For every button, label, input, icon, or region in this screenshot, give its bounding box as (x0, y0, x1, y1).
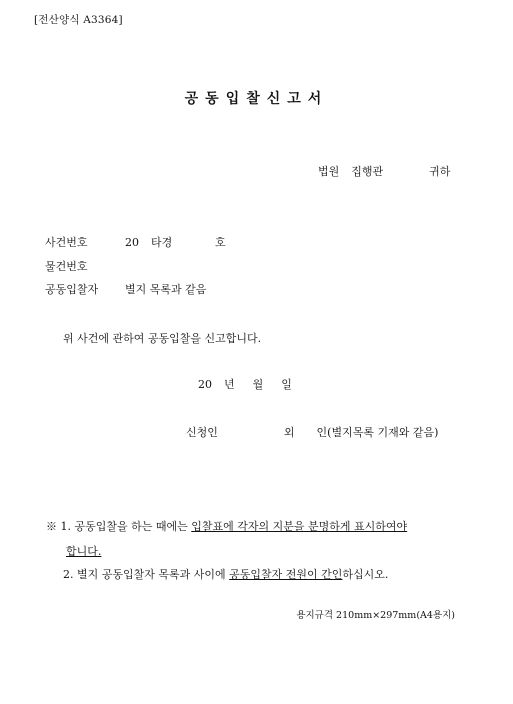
court-label: 법원 (318, 165, 340, 178)
item-number-label: 물건번호 (45, 260, 88, 273)
joint-bidders-value: 별지 목록과 같음 (125, 283, 207, 296)
applicant-line (186, 424, 438, 440)
joint-bidders-label: 공동입찰자 (45, 283, 99, 296)
note-2-number: 2. (63, 568, 74, 581)
case-suffix: 호 (215, 236, 226, 249)
page-title: 공동입찰신고서 (184, 91, 329, 107)
note-mark: ※ (46, 520, 57, 533)
paper-size-note: 용지규격 210mm×297mm(A4용지) (296, 610, 455, 621)
date-year-prefix: 20 (198, 378, 212, 391)
note-1 (46, 518, 407, 534)
applicant-suffix: 인(별지목록 기재와 같음) (316, 426, 439, 439)
declaration-text: 위 사건에 관하여 공동입찰을 신고합니다. (63, 332, 262, 345)
note-1-text-underlined: 입찰표에 각자의 지분을 분명하게 표시하여야 (191, 520, 408, 533)
honorific-label: 귀하 (429, 165, 451, 178)
date-day: 일 (281, 378, 292, 391)
note-1-text-a: 공동입찰을 하는 때에는 (74, 520, 188, 533)
note-2-text-a: 별지 공동입찰자 목록과 사이에 (77, 568, 226, 581)
case-number-label: 사건번호 (45, 236, 88, 249)
note-1-text-end: 합니다. (66, 545, 102, 558)
date-line (198, 376, 292, 392)
date-month: 월 (252, 378, 264, 391)
note-2-text-underlined: 공동입찰자 전원이 간인 (229, 568, 343, 581)
case-type: 타경 (151, 236, 173, 249)
officer-label: 집행관 (351, 165, 384, 178)
note-2-text-end: 하십시오. (342, 568, 389, 581)
note-1-continuation (66, 543, 101, 559)
date-year: 년 (224, 378, 235, 391)
case-number-row (45, 234, 226, 250)
joint-bidders-row (45, 281, 206, 297)
applicant-label: 신청인 (186, 426, 218, 439)
applicant-others: 외 (283, 426, 295, 439)
form-code: [전산양식 A3364] (34, 14, 123, 26)
addressee-line (318, 163, 450, 179)
case-year-prefix: 20 (125, 236, 139, 249)
item-number-row (45, 258, 125, 274)
note-1-number: 1. (60, 520, 71, 533)
note-2 (63, 566, 388, 582)
